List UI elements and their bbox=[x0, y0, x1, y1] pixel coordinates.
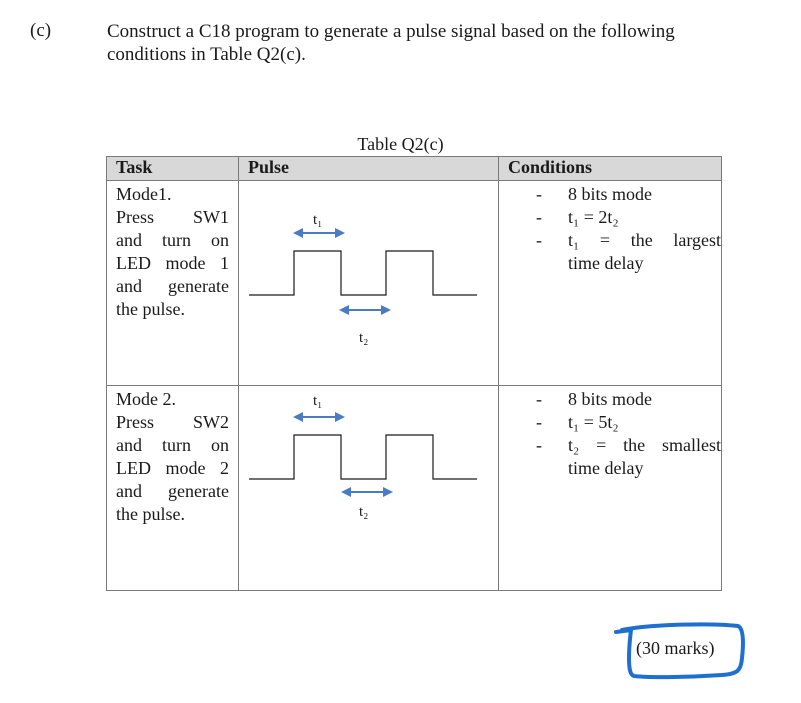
condition-item bbox=[499, 183, 721, 206]
t2-arrow bbox=[341, 487, 393, 497]
conditions-table bbox=[106, 156, 722, 591]
condition-item bbox=[499, 434, 721, 480]
header-conditions: Conditions bbox=[499, 157, 722, 181]
condition-item bbox=[499, 411, 721, 434]
task-cell bbox=[107, 386, 239, 591]
pulse-waveform bbox=[249, 435, 477, 479]
task-line: LED mode 2 bbox=[116, 458, 229, 478]
condition-dash: - bbox=[536, 435, 542, 455]
question-label: (c) bbox=[30, 20, 52, 41]
task-line: and generate bbox=[116, 276, 229, 296]
task-line: Press SW1 bbox=[116, 207, 229, 227]
task-line: Press SW2 bbox=[116, 412, 229, 432]
question-text-line2: conditions in Table Q2(c). bbox=[107, 44, 306, 65]
t2-label: t₂ bbox=[359, 504, 369, 520]
task-line: the pulse. bbox=[116, 504, 185, 524]
task-line: the pulse. bbox=[116, 299, 185, 319]
table-caption: Table Q2(c) bbox=[357, 134, 444, 154]
conditions-cell bbox=[499, 386, 722, 591]
condition-dash: - bbox=[536, 230, 542, 250]
question-text bbox=[107, 20, 747, 66]
condition-text: t₁ = 5t₂ bbox=[568, 412, 619, 432]
table-row bbox=[107, 181, 722, 386]
conditions-cell bbox=[499, 181, 722, 386]
task-line: Mode1. bbox=[116, 184, 172, 204]
condition-dash: - bbox=[536, 389, 542, 409]
header-pulse: Pulse bbox=[239, 157, 499, 181]
condition-text: time delay bbox=[568, 253, 644, 273]
condition-text: 8 bits mode bbox=[568, 184, 652, 204]
table-header-row bbox=[107, 157, 722, 181]
condition-item bbox=[499, 388, 721, 411]
condition-text: t₂ = the smallest bbox=[568, 435, 721, 455]
table-row bbox=[107, 386, 722, 591]
pulse-waveform bbox=[249, 251, 477, 295]
condition-dash: - bbox=[536, 412, 542, 432]
task-line: and turn on bbox=[116, 230, 229, 250]
pulse-cell bbox=[239, 386, 499, 591]
condition-item bbox=[499, 229, 721, 275]
header-task: Task bbox=[107, 157, 239, 181]
condition-text: t₁ = 2t₂ bbox=[568, 207, 619, 227]
condition-text: 8 bits mode bbox=[568, 389, 652, 409]
task-line: and generate bbox=[116, 481, 229, 501]
condition-dash: - bbox=[536, 184, 542, 204]
t2-arrow bbox=[339, 305, 391, 315]
pulse-diagram bbox=[239, 181, 499, 387]
t1-arrow bbox=[293, 228, 345, 238]
condition-text: t₁ = the largest bbox=[568, 230, 721, 250]
t1-label: t₁ bbox=[313, 212, 323, 228]
task-cell bbox=[107, 181, 239, 386]
task-line: Mode 2. bbox=[116, 389, 176, 409]
condition-dash: - bbox=[536, 207, 542, 227]
question-text-line1: Construct a C18 program to generate a pulse signal based on the following bbox=[107, 21, 675, 42]
task-line: LED mode 1 bbox=[116, 253, 229, 273]
t1-arrow bbox=[293, 412, 345, 422]
t1-label: t₁ bbox=[313, 393, 323, 409]
condition-item bbox=[499, 206, 721, 229]
condition-text: time delay bbox=[568, 458, 644, 478]
t2-label: t₂ bbox=[359, 330, 369, 346]
pulse-diagram bbox=[239, 386, 499, 592]
marks-label: (30 marks) bbox=[636, 638, 715, 658]
task-line: and turn on bbox=[116, 435, 229, 455]
pulse-cell bbox=[239, 181, 499, 386]
